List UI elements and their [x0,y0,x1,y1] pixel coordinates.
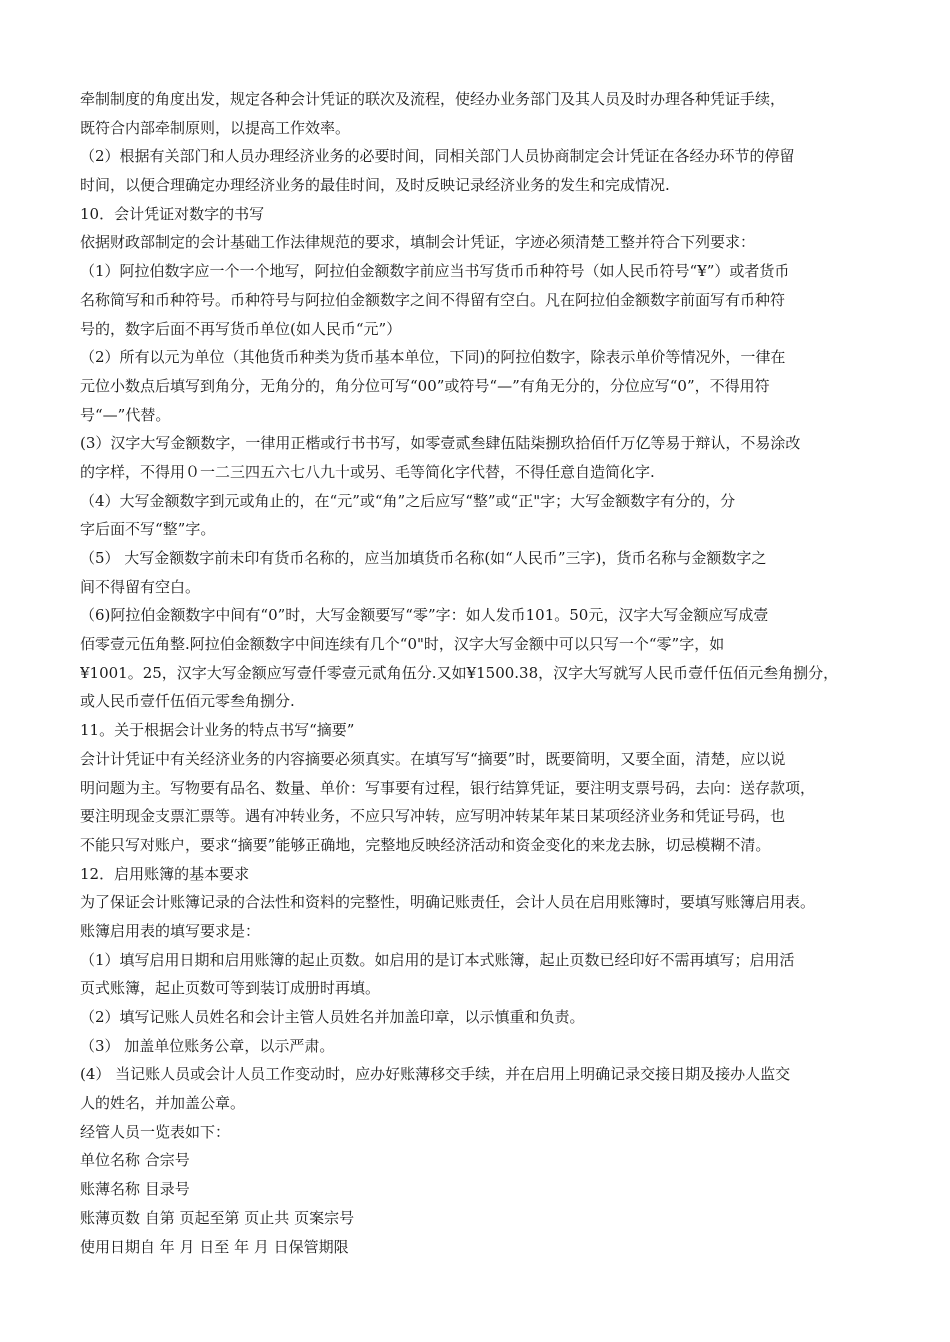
text-line: 明问题为主。写物要有品名、数量、单价：写事要有过程，银行结算凭证，要注明支票号码，去向：送存款项， [80,778,816,797]
section-heading-11: 11。关于根据会计业务的特点书写“摘要” [80,721,355,740]
form-field-line: 账薄名称 目录号 [80,1180,190,1199]
text-line: 间不得留有空白。 [80,577,201,596]
text-line: （6)阿拉伯金额数字中间有“0”时，大写金额要写“零”字：如人发币101。50元，汉字大写金额应写成壹 [80,606,769,625]
text-line: 页式账簿，起止页数可等到装订成册时再填。 [80,979,381,998]
section-heading-10: 10．会计凭证对数字的书写 [80,204,265,223]
text-line: 号“—”代替。 [80,405,171,424]
text-line: 会计计凭证中有关经济业务的内容摘要必须真实。在填写写“摘要”时，既要简明，又要全面，清楚，应以说 [80,749,786,768]
form-field-line: 使用日期自 年 月 日至 年 月 日保管期限 [80,1237,349,1256]
text-line: 既符合内部牵制原则，以提高工作效率。 [80,118,351,137]
section-heading-12: 12．启用账簿的基本要求 [80,864,250,883]
form-field-line: 账薄页数 自第 页起至第 页止共 页案宗号 [80,1208,355,1227]
text-line: （2）所有以元为单位（其他货币种类为货币基本单位，下同)的阿拉伯数字，除表示单价等情况外，一律在 [80,348,786,367]
text-line: 人的姓名，并加盖公章。 [80,1094,246,1113]
text-line: 佰零壹元伍角整.阿拉伯金额数字中间连续有几个“0"时，汉字大写金额中可以只写一个“零”字，如 [80,635,725,654]
text-line: 为了保证会计账簿记录的合法性和资料的完整性，明确记账责任，会计人员在启用账簿时，要填写账簿启用表。 [80,893,816,912]
text-line: 依据财政部制定的会计基础工作法律规范的要求，填制会计凭证，字迹必须清楚工整并符合下列要求： [80,233,756,252]
text-line: 或人民币壹仟伍佰元零叁角捌分. [80,692,295,711]
text-line: （5） 大写金额数字前未印有货币名称的，应当加填货币名称(如“人民币”三字)，货币名称与金额数字之 [80,549,767,567]
text-line: 经管人员一览表如下： [80,1122,231,1141]
text-line: （2）根据有关部门和人员办理经济业务的必要时间，同相关部门人员协商制定会计凭证在各经办环节的停留 [80,147,795,166]
text-line: （3） 加盖单位账务公章，以示严肃。 [80,1036,335,1055]
text-line: （2）填写记账人员姓名和会计主管人员姓名并加盖印章，以示慎重和负责。 [80,1008,585,1026]
text-line: 不能只写对账户，要求“摘要”能够正确地，完整地反映经济活动和资金变化的来龙去脉，切忌模糊不清。 [80,835,771,854]
text-line: (4） 当记账人员或会计人员工作变动时，应办好账薄移交手续，并在启用上明确记录交接日期及接办人监交 [80,1065,791,1084]
text-line: 账簿启用表的填写要求是： [80,921,261,940]
form-field-line: 单位名称 合宗号 [80,1151,190,1170]
document-body [80,85,870,1261]
text-line: 名称简写和币种符号。币种符号与阿拉伯金额数字之间不得留有空白。凡在阿拉伯金额数字前面写有币种符 [80,290,786,309]
text-line: 要注明现金支票汇票等。遇有冲转业务，不应只写冲转，应写明冲转某年某日某项经济业务和凭证号码，也 [80,807,786,826]
text-line: （4）大写金额数字到元或角止的，在“元”或“角”之后应写“整”或“正"字；大写金额数字有分的，分 [80,491,736,510]
text-line: 号的，数字后面不再写货币单位(如人民币“元”） [80,319,402,338]
text-line: (3）汉字大写金额数字，一律用正楷或行书书写，如零壹贰叁肆伍陆柒捌玖拾佰仟万亿等易于辩认，不易涂改 [80,434,801,453]
text-line: ¥1001。25，汉字大写金额应写壹仟零壹元贰角伍分.又如¥1500.38，汉字大写就写人民币壹仟伍佰元叁角捌分， [80,663,839,682]
text-line: 时间，以便合理确定办理经济业务的最佳时间，及时反映记录经济业务的发生和完成情况. [80,176,670,195]
text-line: 的字样，不得用０一二三四五六七八九十或另、毛等简化字代替，不得任意自造简化字. [80,462,655,481]
text-line: 牵制制度的角度出发，规定各种会计凭证的联次及流程，使经办业务部门及其人员及时办理各种凭证手续， [80,90,786,108]
text-line: （1）填写启用日期和启用账簿的起止页数。如启用的是订本式账簿，起止页数已经印好不需再填写；启用活 [80,950,795,969]
text-line: 元位小数点后填写到角分，无角分的，角分位可写“00”或符号“—”有角无分的，分位应写“0”，不得用符 [80,376,770,395]
text-line: （1）阿拉伯数字应一个一个地写，阿拉伯金额数字前应当书写货币币种符号（如人民币符号“¥”）或者货币 [80,262,790,281]
text-line: 字后面不写“整”字。 [80,520,216,539]
